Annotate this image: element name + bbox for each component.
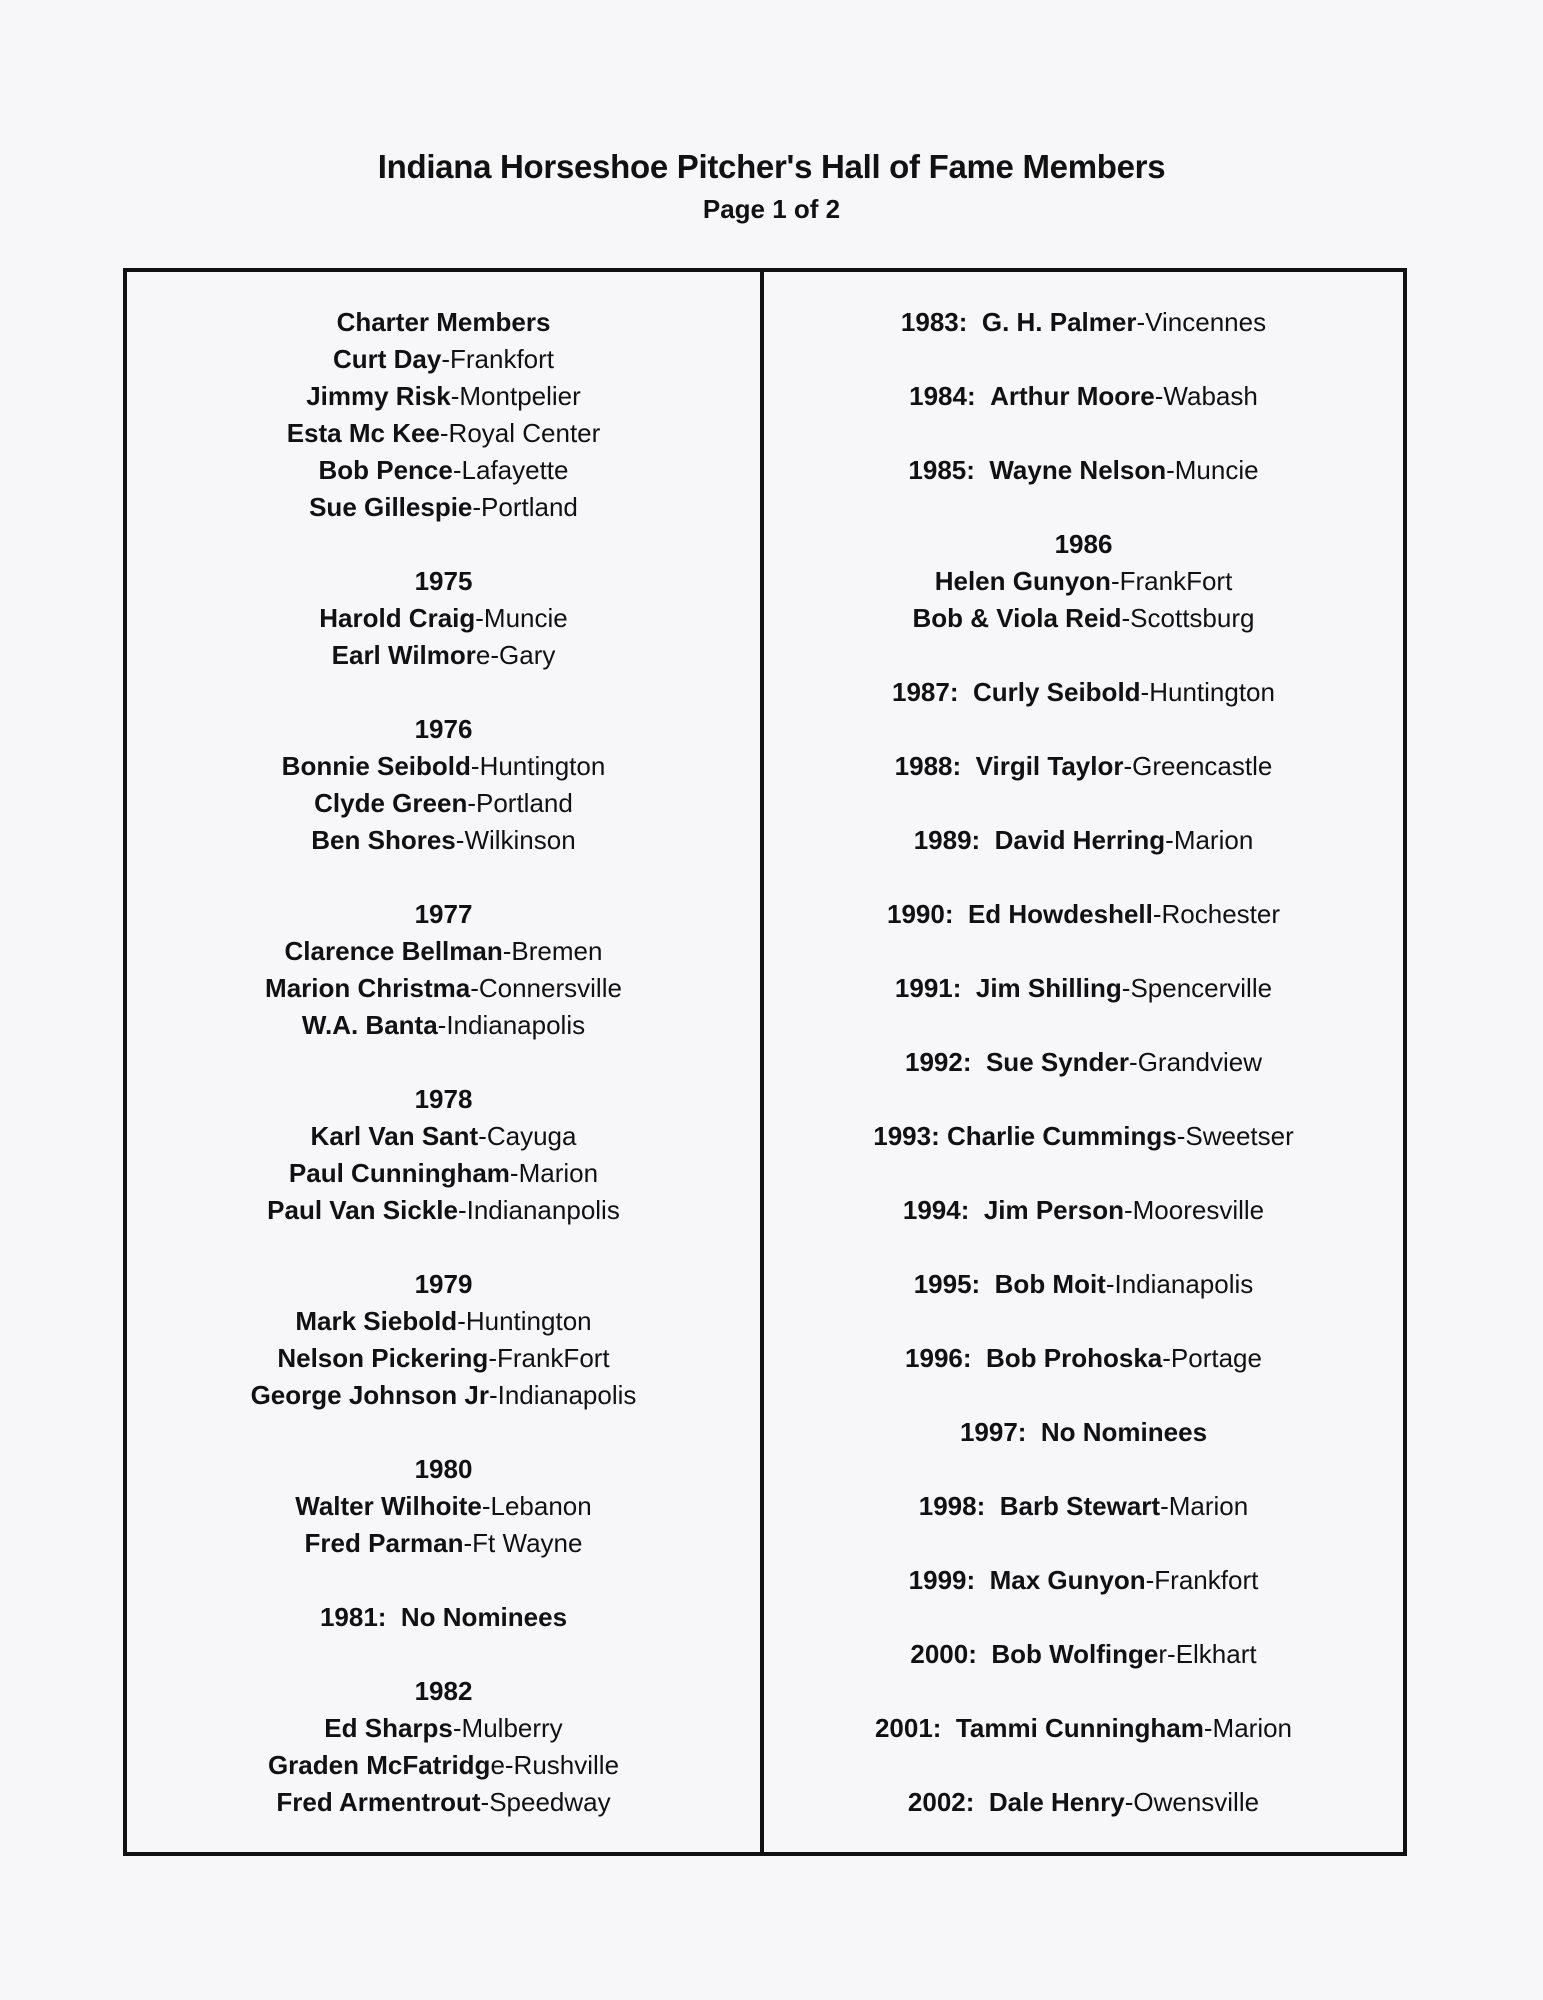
member-entry	[127, 600, 760, 637]
member-entry	[127, 415, 760, 452]
group-heading: Charter Members	[336, 307, 551, 337]
member-city: -Marion	[1203, 1713, 1293, 1743]
member-name: Bob Pence	[318, 455, 453, 485]
member-name: Paul Cunningham	[288, 1158, 510, 1188]
member-entry	[764, 1784, 1403, 1858]
member-name: Max Gunyon	[989, 1565, 1146, 1595]
member-city: -Speedway	[480, 1787, 611, 1817]
member-name: Bob Moit	[994, 1269, 1106, 1299]
member-entry	[764, 1044, 1403, 1118]
member-entry	[127, 452, 760, 489]
member-entry	[764, 1488, 1403, 1562]
group-heading: 1982	[414, 1676, 473, 1706]
member-name: Dale Henry	[988, 1787, 1125, 1817]
group-heading: 1977	[414, 899, 473, 929]
member-name: Bob Wolfinge	[991, 1639, 1159, 1669]
member-city: -Mulberry	[452, 1713, 563, 1743]
member-name: Mark Siebold	[295, 1306, 458, 1336]
member-entry	[127, 341, 760, 378]
member-city: -Portland	[472, 492, 578, 522]
member-city: -Marion	[1160, 1491, 1249, 1521]
member-city: -FrankFort	[1110, 566, 1233, 596]
member-name: Fred Armentrout	[276, 1787, 481, 1817]
member-entry	[127, 1340, 760, 1377]
member-entry	[127, 748, 760, 785]
member-city: -Frankfort	[441, 344, 555, 374]
group-heading: 1978	[414, 1084, 473, 1114]
member-name: Ed Sharps	[324, 1713, 453, 1743]
member-name: Walter Wilhoite	[295, 1491, 482, 1521]
member-entry	[764, 1340, 1403, 1414]
member-name: David Herring	[994, 825, 1166, 855]
member-entry	[127, 785, 760, 822]
member-entry	[127, 1747, 760, 1784]
member-entry	[764, 452, 1403, 526]
member-name: Harold Craig	[319, 603, 476, 633]
group-heading: 1979	[414, 1269, 473, 1299]
member-entry	[764, 600, 1403, 674]
member-city: -Muncie	[475, 603, 568, 633]
member-city: -Cayuga	[478, 1121, 577, 1151]
member-entry	[764, 1266, 1403, 1340]
induction-year: 1998:	[918, 1491, 986, 1521]
member-city: -Spencerville	[1121, 973, 1273, 1003]
member-city: -Indianapolis	[437, 1010, 586, 1040]
member-entry	[764, 1414, 1403, 1488]
member-name: Ed Howdeshell	[967, 899, 1153, 929]
member-city: r-Elkhart	[1158, 1639, 1257, 1669]
member-city: -Bremen	[502, 936, 603, 966]
induction-year: 1997:	[959, 1417, 1027, 1447]
induction-year: 1989:	[913, 825, 981, 855]
member-name: Clarence Bellman	[284, 936, 503, 966]
member-city: -Mooresville	[1123, 1195, 1265, 1225]
member-city: -Owensville	[1124, 1787, 1260, 1817]
member-name: Charlie Cummings	[946, 1121, 1177, 1151]
member-entry	[764, 304, 1403, 378]
member-name: Bob Prohoska	[985, 1343, 1163, 1373]
induction-year: 1996:	[905, 1343, 972, 1373]
member-name: Curt Day	[332, 344, 442, 374]
member-entry	[127, 1525, 760, 1562]
member-name: Curly Seibold	[972, 677, 1141, 707]
member-city: -Frankfort	[1145, 1565, 1259, 1595]
member-city: -Wilkinson	[455, 825, 576, 855]
member-name: Barb Stewart	[999, 1491, 1161, 1521]
member-entry	[127, 637, 760, 674]
member-name: Fred Parman	[304, 1528, 464, 1558]
right-column	[764, 304, 1403, 1858]
member-name: W.A. Banta	[301, 1010, 438, 1040]
member-entry	[127, 1710, 760, 1747]
member-city: -Ft Wayne	[463, 1528, 583, 1558]
member-name: George Johnson Jr	[250, 1380, 489, 1410]
member-city: -Portage	[1162, 1343, 1262, 1373]
member-city: -Muncie	[1166, 455, 1259, 485]
member-name: G. H. Palmer	[981, 307, 1137, 337]
member-entry	[127, 1007, 760, 1044]
induction-year: 2002:	[907, 1787, 975, 1817]
member-entry	[127, 1303, 760, 1340]
member-city: -Lebanon	[481, 1491, 592, 1521]
member-entry	[764, 563, 1403, 600]
member-city: -Marion	[509, 1158, 599, 1188]
member-name: Virgil Taylor	[975, 751, 1124, 781]
member-entry	[764, 378, 1403, 452]
member-name: Jimmy Risk	[306, 381, 451, 411]
member-city: -Sweetser	[1176, 1121, 1294, 1151]
member-city: -Montpelier	[450, 381, 581, 411]
member-name: Bonnie Seibold	[281, 751, 471, 781]
induction-year: 1985:	[908, 455, 975, 485]
member-entry	[127, 1488, 760, 1525]
member-entry	[764, 674, 1403, 748]
member-city: -Marion	[1165, 825, 1254, 855]
member-entry	[127, 1377, 760, 1414]
group-heading: 1975	[414, 566, 473, 596]
member-city: -FrankFort	[488, 1343, 610, 1373]
member-name: Earl Wilmor	[331, 640, 476, 670]
member-city: -Connersville	[470, 973, 622, 1003]
page-number: Page 1 of 2	[702, 194, 841, 224]
member-name: Karl Van Sant	[310, 1121, 479, 1151]
member-name: Helen Gunyon	[934, 566, 1111, 596]
member-name: Tammi Cunningham	[955, 1713, 1204, 1743]
member-entry	[127, 1192, 760, 1229]
member-entry	[127, 1784, 760, 1821]
member-entry	[127, 1155, 760, 1192]
member-entry	[127, 489, 760, 526]
member-name: Clyde Green	[314, 788, 468, 818]
induction-year: 1991:	[894, 973, 962, 1003]
group-heading: 1986	[1054, 529, 1113, 559]
induction-year: 1995:	[913, 1269, 981, 1299]
member-name: No Nominees	[1040, 1417, 1208, 1447]
member-city: -Huntington	[470, 751, 606, 781]
member-city: -Huntington	[457, 1306, 592, 1336]
member-entry	[127, 970, 760, 1007]
member-city: -Indianapolis	[488, 1380, 637, 1410]
member-city: -Greencastle	[1123, 751, 1273, 781]
induction-year: 1984:	[909, 381, 976, 411]
member-entry	[127, 1118, 760, 1155]
group-heading: 1980	[414, 1454, 473, 1484]
member-entry	[764, 1562, 1403, 1636]
member-name: Marion Christma	[265, 973, 471, 1003]
member-name: Esta Mc Kee	[286, 418, 440, 448]
member-city: e-Gary	[475, 640, 556, 670]
induction-year: 1993:	[873, 1121, 940, 1151]
induction-year: 1999:	[908, 1565, 976, 1595]
member-city: -Rochester	[1152, 899, 1281, 929]
member-city: -Vincennes	[1136, 307, 1267, 337]
induction-year: 1988:	[894, 751, 962, 781]
member-entry	[764, 1710, 1403, 1784]
member-entry	[764, 896, 1403, 970]
member-name: Arthur Moore	[990, 381, 1155, 411]
member-entry	[764, 1118, 1403, 1192]
induction-year: 2001:	[874, 1713, 942, 1743]
induction-year: 1992:	[905, 1047, 972, 1077]
left-column	[127, 304, 760, 1821]
member-name: Nelson Pickering	[277, 1343, 489, 1373]
member-name: Sue Synder	[985, 1047, 1130, 1077]
member-entry	[127, 933, 760, 970]
member-city: -Portland	[467, 788, 573, 818]
member-entry	[127, 822, 760, 859]
member-name: Wayne Nelson	[989, 455, 1167, 485]
induction-year: 1994:	[902, 1195, 970, 1225]
member-entry	[764, 748, 1403, 822]
group-heading: 1976	[414, 714, 473, 744]
member-name: Ben Shores	[311, 825, 456, 855]
induction-year: 2000:	[910, 1639, 977, 1669]
member-city: -Indiananpolis	[457, 1195, 620, 1225]
induction-year: 1990:	[886, 899, 954, 929]
member-entry	[764, 822, 1403, 896]
page-title: Indiana Horseshoe Pitcher's Hall of Fame Members	[377, 148, 1166, 185]
member-name: Bob & Viola Reid	[912, 603, 1122, 633]
member-city: -Scottsburg	[1121, 603, 1255, 633]
member-name: Paul Van Sickle	[267, 1195, 458, 1225]
member-name: Graden McFatridg	[267, 1750, 491, 1780]
group-heading: 1981: No Nominees	[319, 1602, 568, 1632]
member-name: Jim Shilling	[975, 973, 1122, 1003]
member-entry	[764, 970, 1403, 1044]
induction-year: 1983:	[900, 307, 968, 337]
member-name: Jim Person	[983, 1195, 1124, 1225]
member-name: Sue Gillespie	[309, 492, 473, 522]
member-city: -Grandview	[1129, 1047, 1262, 1077]
induction-year: 1987:	[892, 677, 959, 707]
member-entry	[127, 378, 760, 415]
member-city: -Lafayette	[452, 455, 569, 485]
member-city: e-Rushville	[490, 1750, 620, 1780]
member-entry	[764, 1192, 1403, 1266]
member-entry	[764, 1636, 1403, 1710]
member-city: -Indianapolis	[1105, 1269, 1254, 1299]
member-city: -Royal Center	[439, 418, 601, 448]
member-city: -Huntington	[1140, 677, 1275, 707]
member-city: -Wabash	[1154, 381, 1258, 411]
